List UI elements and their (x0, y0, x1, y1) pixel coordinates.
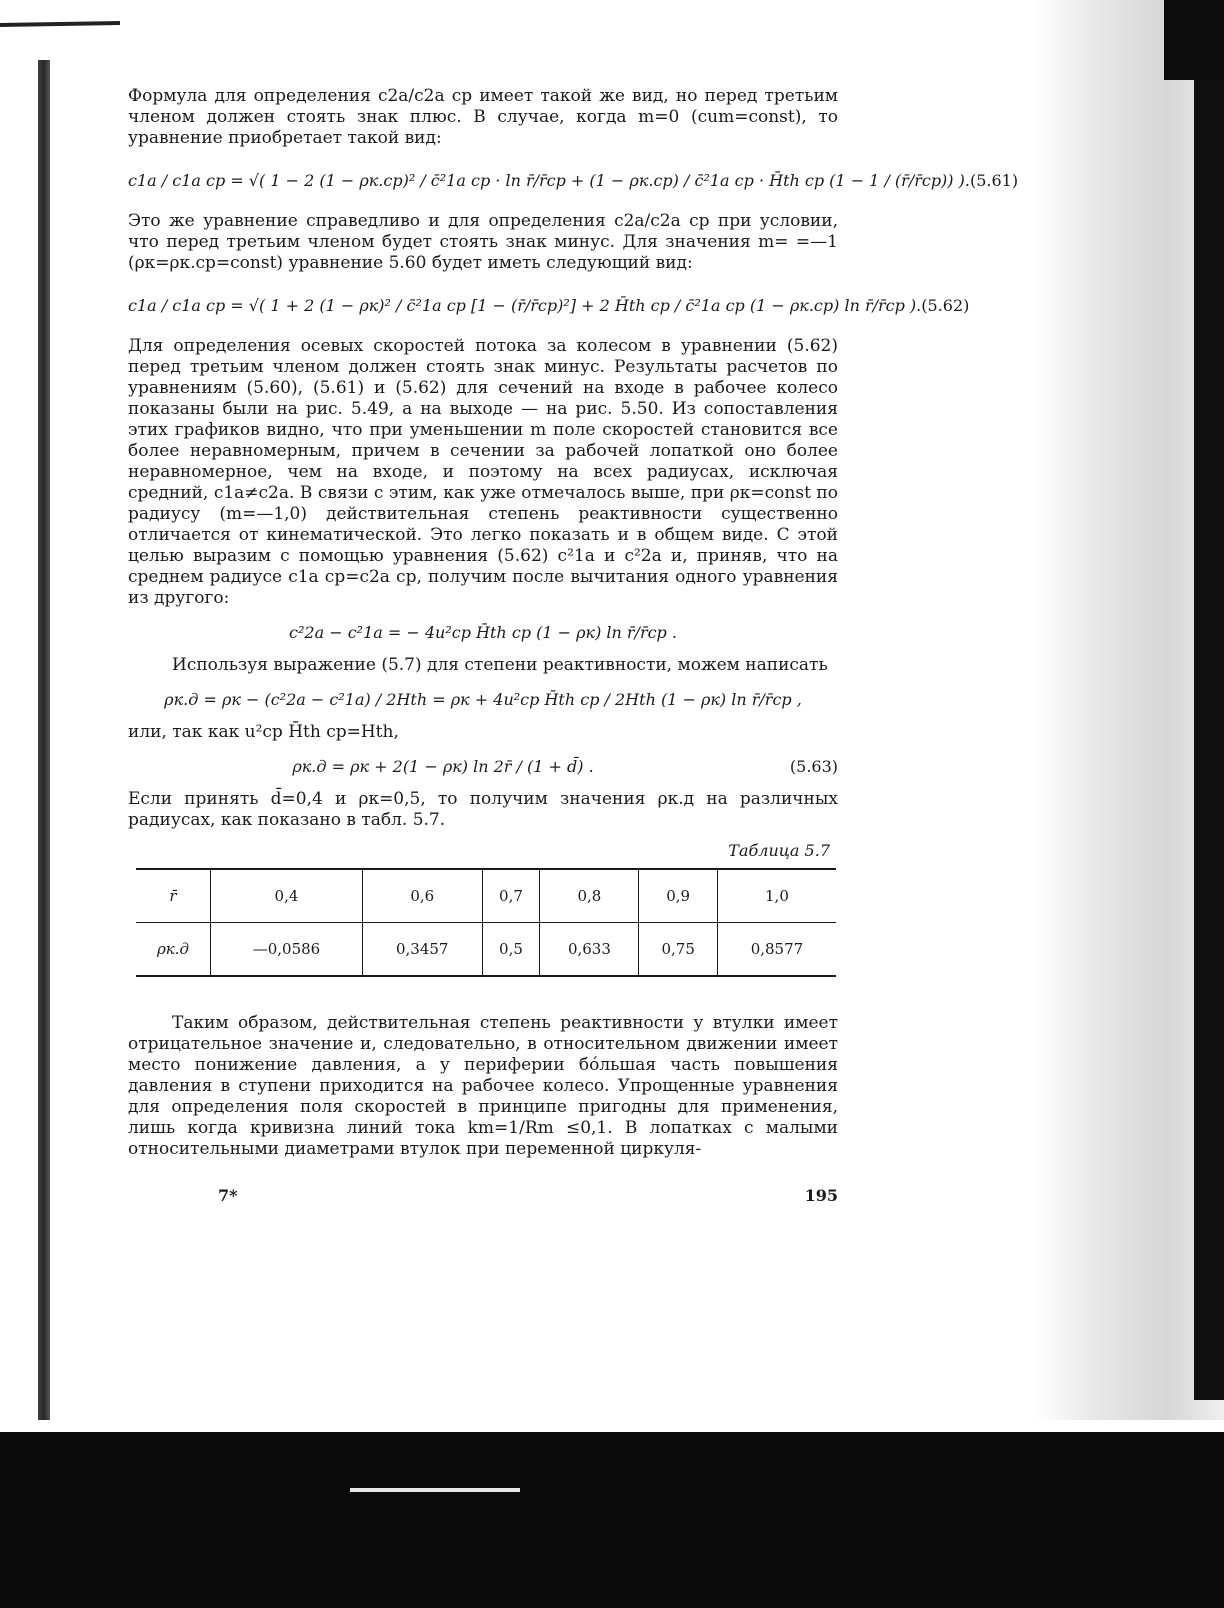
equation-velocity-difference-expression: c²2a − c²1a = − 4u²ср H̄th ср (1 − ρк) ln r̄/r̄ср . (289, 622, 677, 642)
signature-mark: 7* (218, 1186, 238, 1205)
equation-5-61-expression: c1a / c1a ср = √( 1 − 2 (1 − ρк.ср)² / c̄²1a ср · ln r̄/r̄ср + (1 − ρк.ср) / c̄²1a ср · H̄th ср (1 − 1 / (r̄/r̄ср)) ). (128, 170, 970, 190)
table-cell: 0,8577 (717, 923, 836, 977)
equation-5-63 (128, 743, 838, 789)
table-cell: 0,9 (639, 869, 717, 923)
equation-5-61 (128, 149, 1019, 211)
page-content (128, 86, 1019, 1205)
table-cell: 0,633 (540, 923, 639, 977)
equation-reactivity-expression: ρк.д = ρк − (c²2a − c²1a) / 2Hth = ρк + 4u²ср H̄th ср / 2Hth (1 − ρк) ln r̄/r̄ср , (164, 689, 802, 709)
table-cell: 0,8 (540, 869, 639, 923)
paragraph-since: или, так как u²ср H̄th ср=Hth, (128, 722, 399, 742)
page-footer (128, 1186, 838, 1205)
table-caption: Таблица 5.7 (728, 841, 830, 860)
paragraph-formula-intro: Формула для определения c2a/c2a ср имеет такой же вид, но перед третьим членом должен стоять знак плюс. В случае, когда m=0 (cum=const), то уравнение приобретает такой вид: (128, 86, 838, 148)
scan-artifact-left-bar (38, 60, 50, 1420)
table-cell: 0,7 (482, 869, 540, 923)
table-row-header-rho: ρк.д (136, 923, 211, 977)
equation-5-62-number: (5.62) (921, 295, 970, 315)
table-cell: 0,75 (639, 923, 717, 977)
table-cell: 0,6 (362, 869, 482, 923)
scan-artifact-bottom-band (0, 1432, 1224, 1608)
equation-5-62 (128, 274, 970, 336)
paragraph-table-intro: Если принять d̄=0,4 и ρк=0,5, то получим значения ρк.д на различных радиусах, как показано в табл. 5.7. (128, 789, 838, 830)
table-cell: 0,4 (211, 869, 363, 923)
equation-5-63-number: (5.63) (789, 756, 838, 776)
equation-5-61-number: (5.61) (969, 170, 1019, 190)
scan-artifact-top-line (0, 21, 120, 27)
paragraph-minus-condition: Это же уравнение справедливо и для определения c2a/c2a ср при условии, что перед третьим членом будет стоять знак минус. Для значения m= =—1 (ρк=ρк.ср=const) уравнение 5.60 будет иметь следующий вид: (128, 211, 838, 273)
table-cell: 0,5 (482, 923, 540, 977)
table-cell: 0,3457 (362, 923, 482, 977)
paragraph-reactivity-expression: Используя выражение (5.7) для степени реактивности, можем написать (172, 655, 828, 675)
equation-reactivity (128, 676, 838, 722)
data-table (136, 868, 836, 977)
paragraph-conclusion: Таким образом, действительная степень реактивности у втулки имеет отрицательное значение и, следовательно, в относительном движении имеет место понижение давления, а у периферии бóльшая часть повышения давления в ступени приходится на рабочее колесо. Упрощенные уравнения для определения поля скоростей в принципе пригодны для применения, лишь когда кривизна линий тока km=1/Rm ≤0,1. В лопатках с малыми относительными диаметрами втулок при переменной циркуля- (128, 1013, 838, 1159)
scan-artifact-right-edge (1194, 80, 1224, 1400)
table-row (136, 923, 836, 977)
table-cell: —0,0586 (211, 923, 363, 977)
paragraph-axial-velocities: Для определения осевых скоростей потока за колесом в уравнении (5.62) перед третьим членом должен стоять знак минус. Результаты расчетов по уравнениям (5.60), (5.61) и (5.62) для сечений на входе в рабочее колесо показаны были на рис. 5.49, а на выходе — на рис. 5.50. Из сопоставления этих графиков видно, что при уменьшении m поле скоростей становится все более неравномерным, причем в сечении за рабочей лопаткой оно более неравномерное, чем на входе, и поэтому на всех радиусах, исключая средний, c1a≠c2a. В связи с этим, как уже отмечалось выше, при ρк=const по радиусу (m=—1,0) действительная степень реактивности существенно отличается от кинематической. Это легко показать и в общем виде. С этой целью выразим с помощью уравнения (5.62) c²1a и c²2a и, приняв, что на среднем радиусе c1a ср=c2a ср, получим после вычитания одного уравнения из другого: (128, 336, 838, 608)
page-number: 195 (804, 1186, 838, 1205)
table-row-header-r: r̄ (169, 887, 177, 905)
equation-velocity-difference (128, 609, 838, 655)
scan-artifact-right-corner (1164, 0, 1224, 80)
scan-artifact-bottom-mark (350, 1488, 520, 1492)
table-cell: 1,0 (717, 869, 836, 923)
equation-5-63-expression: ρк.д = ρк + 2(1 − ρк) ln 2r̄ / (1 + d̄) . (292, 756, 594, 776)
equation-5-62-expression: c1a / c1a ср = √( 1 + 2 (1 − ρк)² / c̄²1a ср [1 − (r̄/r̄ср)²] + 2 H̄th ср / c̄²1a ср (1 − ρк.ср) ln r̄/r̄ср ). (128, 295, 922, 315)
table-row (136, 869, 836, 923)
